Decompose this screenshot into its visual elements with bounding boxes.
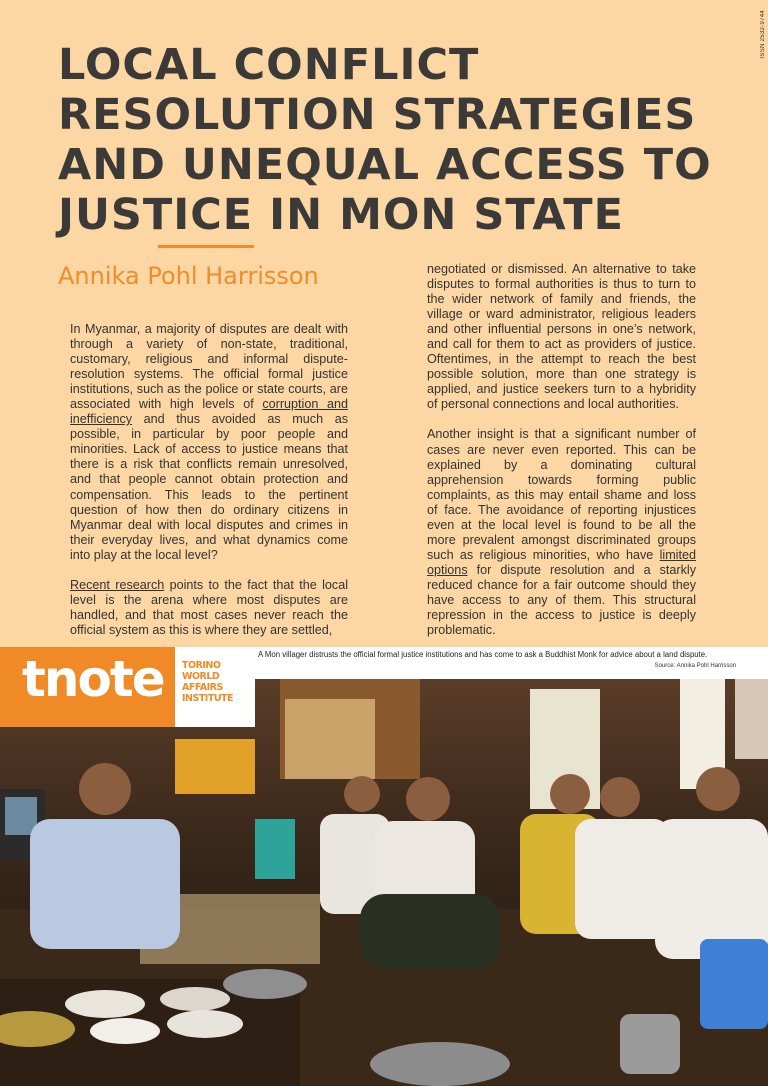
- photo-source: Source: Annika Pohl Harrisson: [654, 663, 736, 669]
- institute-line: AFFAIRS: [182, 682, 223, 693]
- title-line: AND UNEQUAL ACCESS TO: [58, 140, 712, 190]
- body-column-2: [427, 262, 696, 653]
- paragraph-text: points to the fact that the local level is the arena where most disputes are handled, and that most cases never reach the official system as this is where they are settled,: [70, 577, 348, 637]
- link-limited-options[interactable]: limited options: [427, 547, 696, 577]
- paragraph-text: Another insight is that a significant number of cases are never even reported. This can be explained by a dominating cultural apprehension towards forming public complaints, as this may entail shame and loss of face. The avoidance of reporting injustices even at the local level is found to be all the more prevalent amongst discriminated groups such as religious minorities, who have: [427, 427, 696, 562]
- link-corruption[interactable]: corruption and inefficiency: [70, 397, 349, 427]
- body-column-1: [70, 322, 348, 653]
- paragraph-text: and thus avoided as much as possible, in particular by poor people and minorities. Lack of access to justice means that there is a risk that conflicts remain unresolved, and that people cannot obtain protection and compensation. This leads to the pertinent question of how then do ordinary citizens in Myanmar deal with local disputes and crimes in their everyday lives, and what dynamics come into play at the local level?: [70, 412, 348, 562]
- paragraph: [70, 578, 348, 638]
- page-title: [58, 40, 738, 240]
- title-divider: [158, 245, 254, 248]
- paragraph-text: In Myanmar, a majority of disputes are dealt with through a variety of non-state, traditional, customary, religious and informal dispute-resolution systems. The official formal justice institutions, such as the police or state courts, are associated with high levels of: [70, 322, 348, 412]
- paragraph: [70, 322, 348, 563]
- photo-illustration: [0, 679, 768, 1086]
- institute-logo: [182, 660, 233, 704]
- title-line: RESOLUTION STRATEGIES: [58, 90, 697, 140]
- issn-label: ISSN 2532-9744: [760, 10, 766, 59]
- link-recent-research[interactable]: Recent research: [70, 577, 165, 592]
- institute-line: TORINO: [182, 660, 221, 671]
- institute-line: WORLD: [182, 671, 220, 682]
- tnote-logo: tnote: [22, 650, 164, 708]
- title-line: JUSTICE IN MON STATE: [58, 190, 624, 240]
- institute-line: INSTITUTE: [182, 693, 234, 704]
- title-line: LOCAL CONFLICT: [58, 40, 480, 90]
- cover-photo: [0, 679, 768, 1086]
- paragraph: [427, 427, 696, 638]
- author-name: Annika Pohl Harrisson: [58, 262, 319, 290]
- paragraph-text: for dispute resolution and a starkly reduced chance for a fair outcome should they have access to any of them. This structural repression in the access to justice is deeply problematic.: [427, 562, 696, 638]
- photo-caption: A Mon villager distrusts the official formal justice institutions and has come to ask a Buddhist Monk for advice about a land dispute.: [258, 650, 708, 659]
- paragraph: negotiated or dismissed. An alternative to take disputes to formal authorities is thus to turn to the wider network of family and friends, the village or ward administrator, religious leaders and other influential persons in one’s network, and call for them to act as providers of justice. Oftentimes, in the attempt to reach the best possible solution, more than one strategy is applied, and justice seekers turn to a hybridity of personal connections and local authorities.: [427, 262, 696, 412]
